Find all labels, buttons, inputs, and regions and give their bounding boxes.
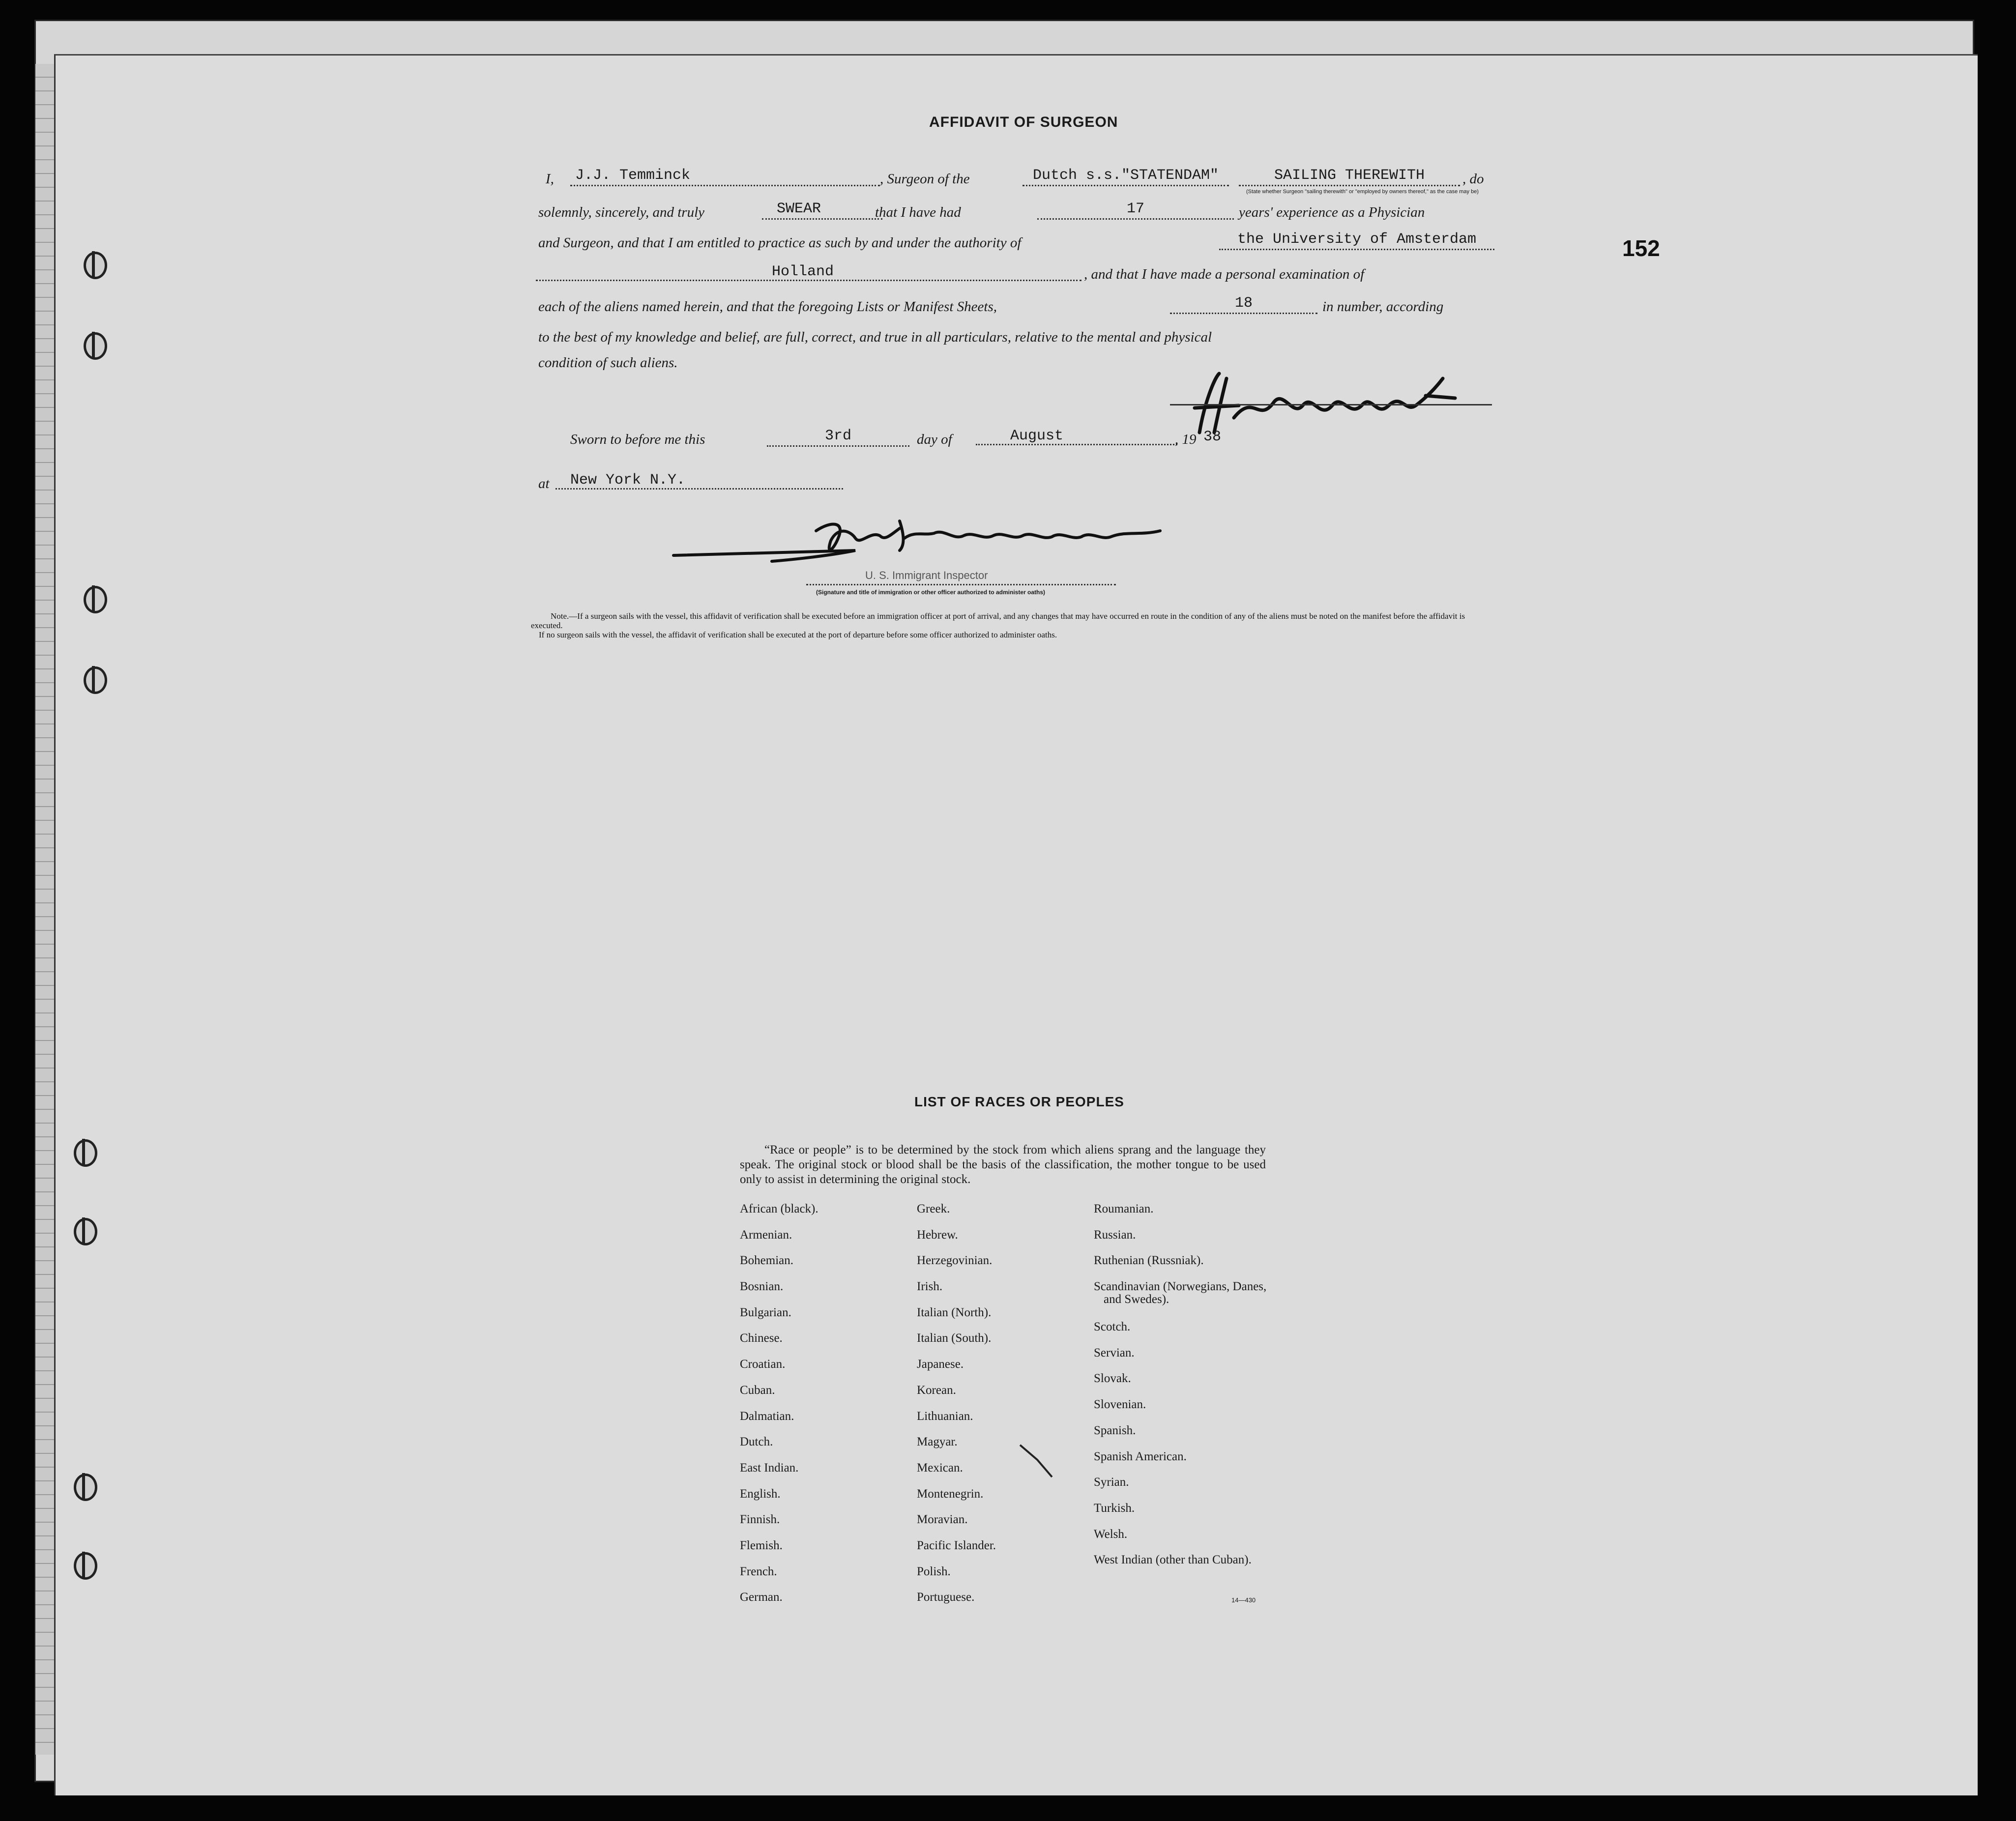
- page-number: 152: [1622, 235, 1660, 261]
- race-item: Bulgarian.: [740, 1305, 791, 1319]
- race-item: Finnish.: [740, 1513, 780, 1527]
- race-item: Dutch.: [740, 1435, 773, 1449]
- punch-hole: [74, 1552, 97, 1580]
- race-item: Servian.: [1094, 1346, 1135, 1359]
- race-item: Italian (North).: [917, 1305, 992, 1319]
- race-item: Korean.: [917, 1383, 956, 1397]
- race-item: Moravian.: [917, 1513, 968, 1527]
- race-item: Mexican.: [917, 1461, 963, 1474]
- race-item: Bohemian.: [740, 1254, 794, 1268]
- punch-hole: [74, 1218, 97, 1245]
- pencil-mark: [1018, 1440, 1057, 1479]
- race-item: Pacific Islander.: [917, 1538, 996, 1552]
- race-item: Armenian.: [740, 1228, 792, 1242]
- race-item: Slovenian.: [1094, 1398, 1146, 1412]
- race-item: East Indian.: [740, 1461, 799, 1474]
- text-have-had: that I have had: [875, 204, 961, 220]
- text-knowledge: to the best of my knowledge and belief, are full, correct, and true in all particulars, relative to the mental and physical: [538, 329, 1212, 345]
- races-title: LIST OF RACES OR PEOPLES: [914, 1094, 1124, 1109]
- race-item: Croatian.: [740, 1358, 786, 1371]
- form-number: 14—430: [1231, 1596, 1256, 1604]
- race-item: Roumanian.: [1094, 1202, 1154, 1215]
- race-item: Polish.: [917, 1564, 951, 1578]
- race-item: Greek.: [917, 1202, 950, 1215]
- note-line-1: Note.—If a surgeon sails with the vessel, this affidavit of verification shall be executed before an immigration officer at port of arrival, and any changes that may have occurred en route in the condition of any of the aliens must be noted on the manifest before the affidavit is executed.: [531, 611, 1465, 630]
- inspector-signature-line: [806, 584, 1116, 585]
- oath-field: SWEAR: [762, 201, 882, 220]
- race-item: African (black).: [740, 1202, 818, 1215]
- signature-caption: (Signature and title of immigration or other officer authorized to administer oaths): [816, 589, 1046, 596]
- affidavit-note: [531, 611, 1490, 639]
- race-item: Welsh.: [1094, 1527, 1128, 1541]
- text-entitled: and Surgeon, and that I am entitled to practice as such by and under the authority of: [538, 235, 1022, 251]
- race-item: Magyar.: [917, 1435, 958, 1449]
- text-year-prefix: , 19: [1175, 432, 1197, 447]
- text-personal-examination: , and that I have made a personal examination of: [1084, 266, 1365, 282]
- surgeon-status-field: SAILING THEREWITH: [1239, 167, 1460, 186]
- sheets-field: 18: [1170, 295, 1317, 314]
- race-item: Irish.: [917, 1280, 943, 1294]
- state-note: (State whether Surgeon "sailing therewith" or "employed by owners thereof," as the case may be): [1246, 189, 1479, 195]
- race-item: Syrian.: [1094, 1475, 1129, 1489]
- text-i: I,: [546, 171, 554, 187]
- years-field: 17: [1037, 201, 1234, 220]
- text-in-number: in number, according: [1322, 299, 1444, 315]
- text-years-experience: years' experience as a Physician: [1239, 204, 1425, 220]
- inspector-signature: [669, 501, 1209, 575]
- authority-field: the University of Amsterdam: [1219, 231, 1494, 250]
- race-item: Hebrew.: [917, 1228, 958, 1242]
- races-intro: “Race or people” is to be determined by the stock from which aliens sprang and the language they speak. The original stock or blood shall be the basis of the classification, the mother tongue to be used only to assist in determining the original stock.: [740, 1143, 1266, 1186]
- race-item: Spanish.: [1094, 1423, 1136, 1437]
- races-column-3: [1094, 1203, 1281, 1580]
- race-item: Dalmatian.: [740, 1409, 794, 1423]
- punch-hole: [84, 586, 107, 613]
- text-condition: condition of such aliens.: [538, 355, 678, 371]
- race-item: Flemish.: [740, 1538, 783, 1552]
- punch-hole: [74, 1139, 97, 1167]
- text-each-of-aliens: each of the aliens named herein, and that the foregoing Lists or Manifest Sheets,: [538, 299, 997, 315]
- races-column-2: [917, 1203, 1079, 1617]
- punch-hole: [74, 1474, 97, 1501]
- text-day-of: day of: [917, 432, 952, 447]
- race-item: Italian (South).: [917, 1331, 992, 1345]
- month-field: August: [976, 428, 1177, 445]
- race-item: Japanese.: [917, 1358, 964, 1371]
- year-field: 38: [1203, 429, 1222, 445]
- day-field: 3rd: [767, 428, 909, 447]
- race-item: Portuguese.: [917, 1590, 975, 1604]
- race-item: Russian.: [1094, 1228, 1136, 1242]
- text-do: , do: [1462, 171, 1484, 187]
- punch-hole: [84, 252, 107, 279]
- affidavit-title: AFFIDAVIT OF SURGEON: [929, 114, 1118, 130]
- race-item: Herzegovinian.: [917, 1254, 993, 1268]
- punch-hole: [84, 332, 107, 360]
- race-item: Lithuanian.: [917, 1409, 973, 1423]
- binding-strip: [35, 64, 55, 1755]
- race-item: Slovak.: [1094, 1372, 1131, 1386]
- race-item: Bosnian.: [740, 1280, 784, 1294]
- text-at: at: [538, 476, 550, 491]
- inspector-title: U. S. Immigrant Inspector: [865, 569, 988, 581]
- race-item: Ruthenian (Russniak).: [1094, 1254, 1204, 1268]
- race-item: Spanish American.: [1094, 1449, 1187, 1463]
- race-item: West Indian (other than Cuban).: [1094, 1553, 1252, 1567]
- surgeon-signature-line: [1170, 404, 1492, 405]
- text-solemnly: solemnly, sincerely, and truly: [538, 204, 705, 220]
- authority-field-line2: Holland: [536, 263, 1081, 281]
- text-sworn: Sworn to before me this: [570, 432, 705, 447]
- race-item: French.: [740, 1564, 777, 1578]
- race-item: German.: [740, 1590, 783, 1604]
- place-field: New York N.Y.: [555, 472, 843, 490]
- race-item: Scotch.: [1094, 1320, 1131, 1334]
- race-item: English.: [740, 1487, 781, 1501]
- text-surgeon-of: , Surgeon of the: [880, 171, 970, 187]
- vessel-field: Dutch s.s."STATENDAM": [1023, 167, 1229, 186]
- race-item: Chinese.: [740, 1331, 783, 1345]
- race-item: Cuban.: [740, 1383, 775, 1397]
- race-item: Scandinavian (Norwegians, Danes, and Swedes).: [1094, 1280, 1267, 1306]
- punch-hole: [84, 666, 107, 694]
- surgeon-name-field: J.J. Temminck: [570, 167, 880, 186]
- note-line-2: If no surgeon sails with the vessel, the affidavit of verification shall be executed at the port of departure before some officer authorized to administer oaths.: [539, 630, 1057, 639]
- race-item: Turkish.: [1094, 1501, 1135, 1515]
- race-item: Montenegrin.: [917, 1487, 984, 1501]
- races-column-1: [740, 1203, 897, 1617]
